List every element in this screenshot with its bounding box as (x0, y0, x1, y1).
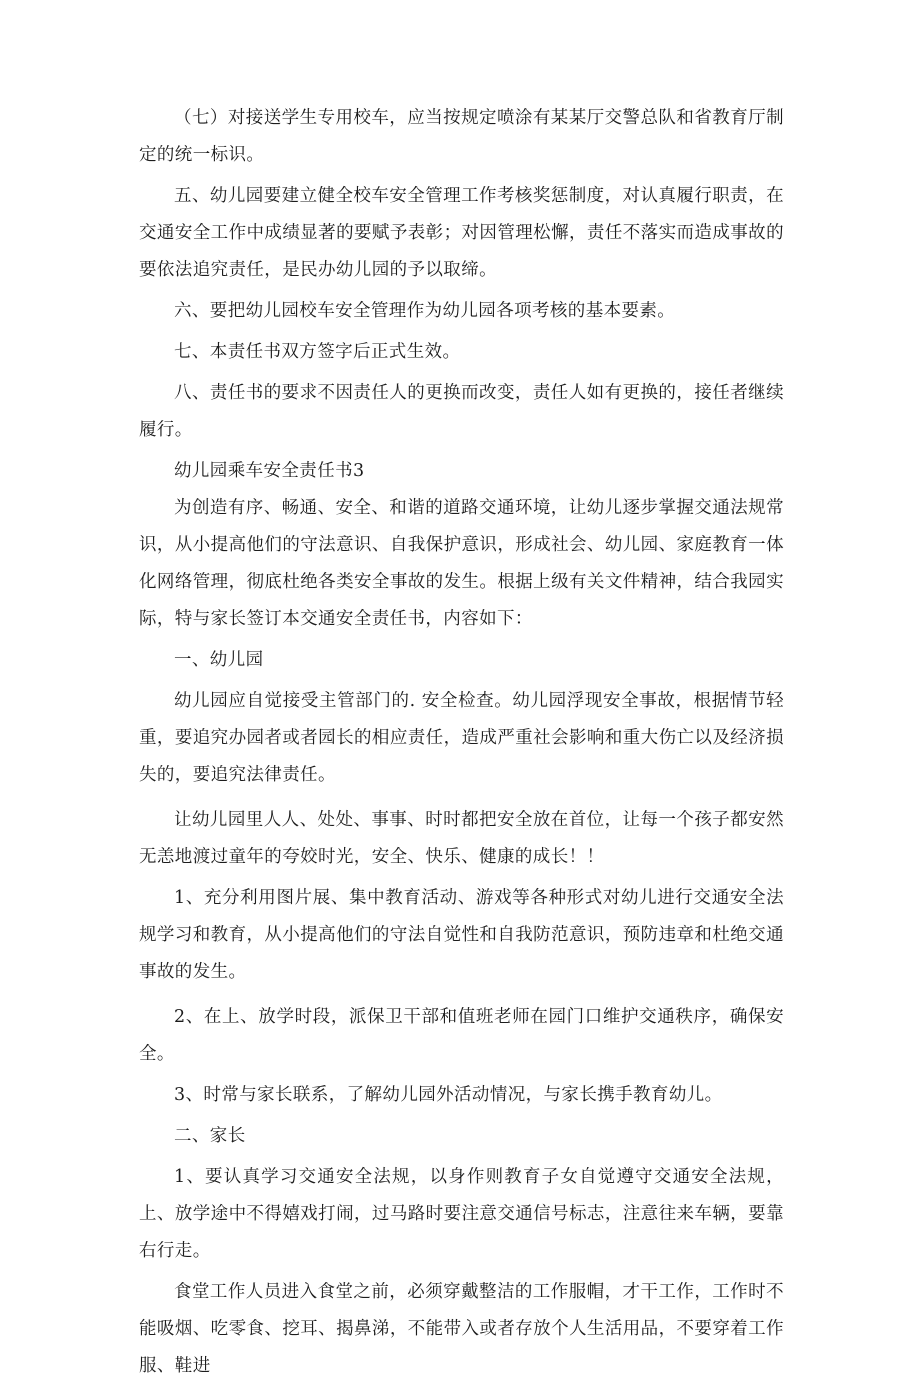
paragraph-item-five: 五、幼儿园要建立健全校车安全管理工作考核奖惩制度，对认真履行职责，在交通安全工作中成绩显著的要赋予表彰；对因管理松懈，责任不落实而造成事故的要依法追究责任，是民办幼儿园的予以取缔。 (139, 186, 784, 280)
paragraph-item-seven: 七、本责任书双方签字后正式生效。 (174, 342, 461, 362)
paragraph-safety-first: 让幼儿园里人人、处处、事事、时时都把安全放在首位，让每一个孩子都安然无恙地渡过童年的夸姣时光，安全、快乐、健康的成长！！ (139, 810, 784, 867)
heading-kindergarten: 一、幼儿园 (174, 650, 264, 670)
paragraph-canteen-staff: 食堂工作人员进入食堂之前，必须穿戴整洁的工作服帽，才干工作，工作时不能吸烟、吃零食、挖耳、揭鼻涕，不能带入或者存放个人生活用品，不要穿着工作服、鞋进 (139, 1282, 784, 1376)
paragraph-kindergarten-item-1: 1、充分利用图片展、集中教育活动、游戏等各种形式对幼儿进行交通安全法规学习和教育，从小提高他们的守法自觉性和自我防范意识，预防违章和杜绝交通事故的发生。 (139, 888, 784, 982)
paragraph-kindergarten-item-2: 2、在上、放学时段，派保卫干部和值班老师在园门口维护交通秩序，确保安全。 (139, 1007, 784, 1064)
section-title: 幼儿园乘车安全责任书3 (174, 461, 365, 481)
paragraph-intro: 为创造有序、畅通、安全、和谐的道路交通环境，让幼儿逐步掌握交通法规常识，从小提高他们的守法意识、自我保护意识，形成社会、幼儿园、家庭教育一体化网络管理，彻底杜绝各类安全事故的发生。根据上级有关文件精神，结合我园实际，特与家长签订本交通安全责任书，内容如下： (139, 498, 784, 629)
paragraph-kindergarten-duty: 幼儿园应自觉接受主管部门的. 安全检查。幼儿园浮现安全事故，根据情节轻重，要追究办园者或者园长的相应责任，造成严重社会影响和重大伤亡以及经济损失的，要追究法律责任。 (139, 691, 784, 785)
paragraph-item-eight: 八、责任书的要求不因责任人的更换而改变，责任人如有更换的，接任者继续履行。 (139, 383, 784, 440)
paragraph-kindergarten-item-3: 3、时常与家长联系，了解幼儿园外活动情况，与家长携手教育幼儿。 (174, 1085, 723, 1105)
paragraph-parents-item-1: 1、要认真学习交通安全法规，以身作则教育子女自觉遵守交通安全法规，上、放学途中不得嬉戏打闹，过马路时要注意交通信号标志，注意往来车辆，要靠右行走。 (139, 1167, 784, 1261)
paragraph-item-six: 六、要把幼儿园校车安全管理作为幼儿园各项考核的基本要素。 (174, 301, 676, 321)
heading-parents: 二、家长 (174, 1126, 246, 1146)
document-body (139, 100, 784, 1389)
paragraph-school-bus-marking: （七）对接送学生专用校车，应当按规定喷涂有某某厅交警总队和省教育厅制定的统一标识。 (139, 108, 784, 165)
